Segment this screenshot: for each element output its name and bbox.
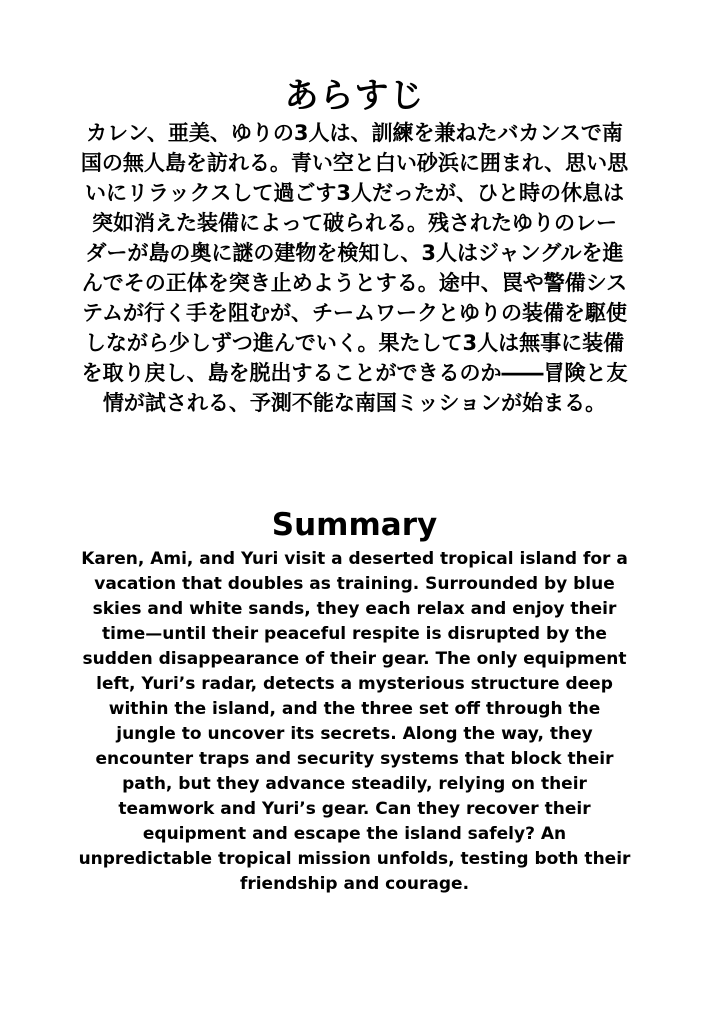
english-line: teamwork and Yuri’s gear. Can they recover their (118, 799, 591, 819)
english-summary (0, 503, 709, 897)
japanese-line: を取り戻し、島を脱出することができるのか――冒険と友 (81, 361, 628, 385)
english-line: vacation that doubles as training. Surrounded by blue (94, 574, 615, 594)
english-line: skies and white sands, they each relax and enjoy their (92, 599, 617, 619)
japanese-line: 突如消えた装備によって破られる。残されたゆりのレー (92, 211, 617, 235)
japanese-line: カレン、亜美、ゆりの3人は、訓練を兼ねたバカンスで南 (86, 121, 623, 145)
japanese-line: 国の無人島を訪れる。青い空と白い砂浜に囲まれ、思い思 (80, 151, 629, 175)
english-line: unpredictable tropical mission unfolds, testing both their (78, 849, 631, 869)
japanese-title: あらすじ (284, 76, 425, 116)
japanese-line: んでその正体を突き止めようとする。途中、罠や警備シス (81, 271, 628, 295)
english-line: sudden disappearance of their gear. The only equipment (82, 649, 627, 669)
english-line: within the island, and the three set off through the (108, 699, 601, 719)
english-line: time—until their peaceful respite is disrupted by the (102, 624, 607, 644)
japanese-line: 情が試される、予測不能な南国ミッションが始まる。 (102, 391, 607, 415)
japanese-body (0, 118, 709, 418)
english-line: Karen, Ami, and Yuri visit a deserted tropical island for a (81, 549, 628, 569)
english-line: encounter traps and security systems that block their (95, 749, 614, 769)
japanese-line: いにリラックスして過ごす3人だったが、ひと時の休息は (85, 181, 624, 205)
japanese-line: テムが行く手を阻むが、チームワークとゆりの装備を駆使 (82, 301, 627, 325)
japanese-synopsis (0, 74, 709, 418)
english-line: jungle to uncover its secrets. Along the way, they (116, 724, 593, 744)
japanese-line: しながら少しずつ進んでいく。果たして3人は無事に装備 (84, 331, 625, 355)
english-line: left, Yuri’s radar, detects a mysterious structure deep (96, 674, 613, 694)
english-body (0, 547, 709, 897)
japanese-line: ダーが島の奥に謎の建物を検知し、3人はジャングルを進 (85, 241, 624, 265)
english-line: path, but they advance steadily, relying on their (122, 774, 587, 794)
english-line: equipment and escape the island safely? An (142, 824, 567, 844)
english-title: Summary (271, 507, 438, 543)
english-line: friendship and courage. (239, 874, 470, 894)
